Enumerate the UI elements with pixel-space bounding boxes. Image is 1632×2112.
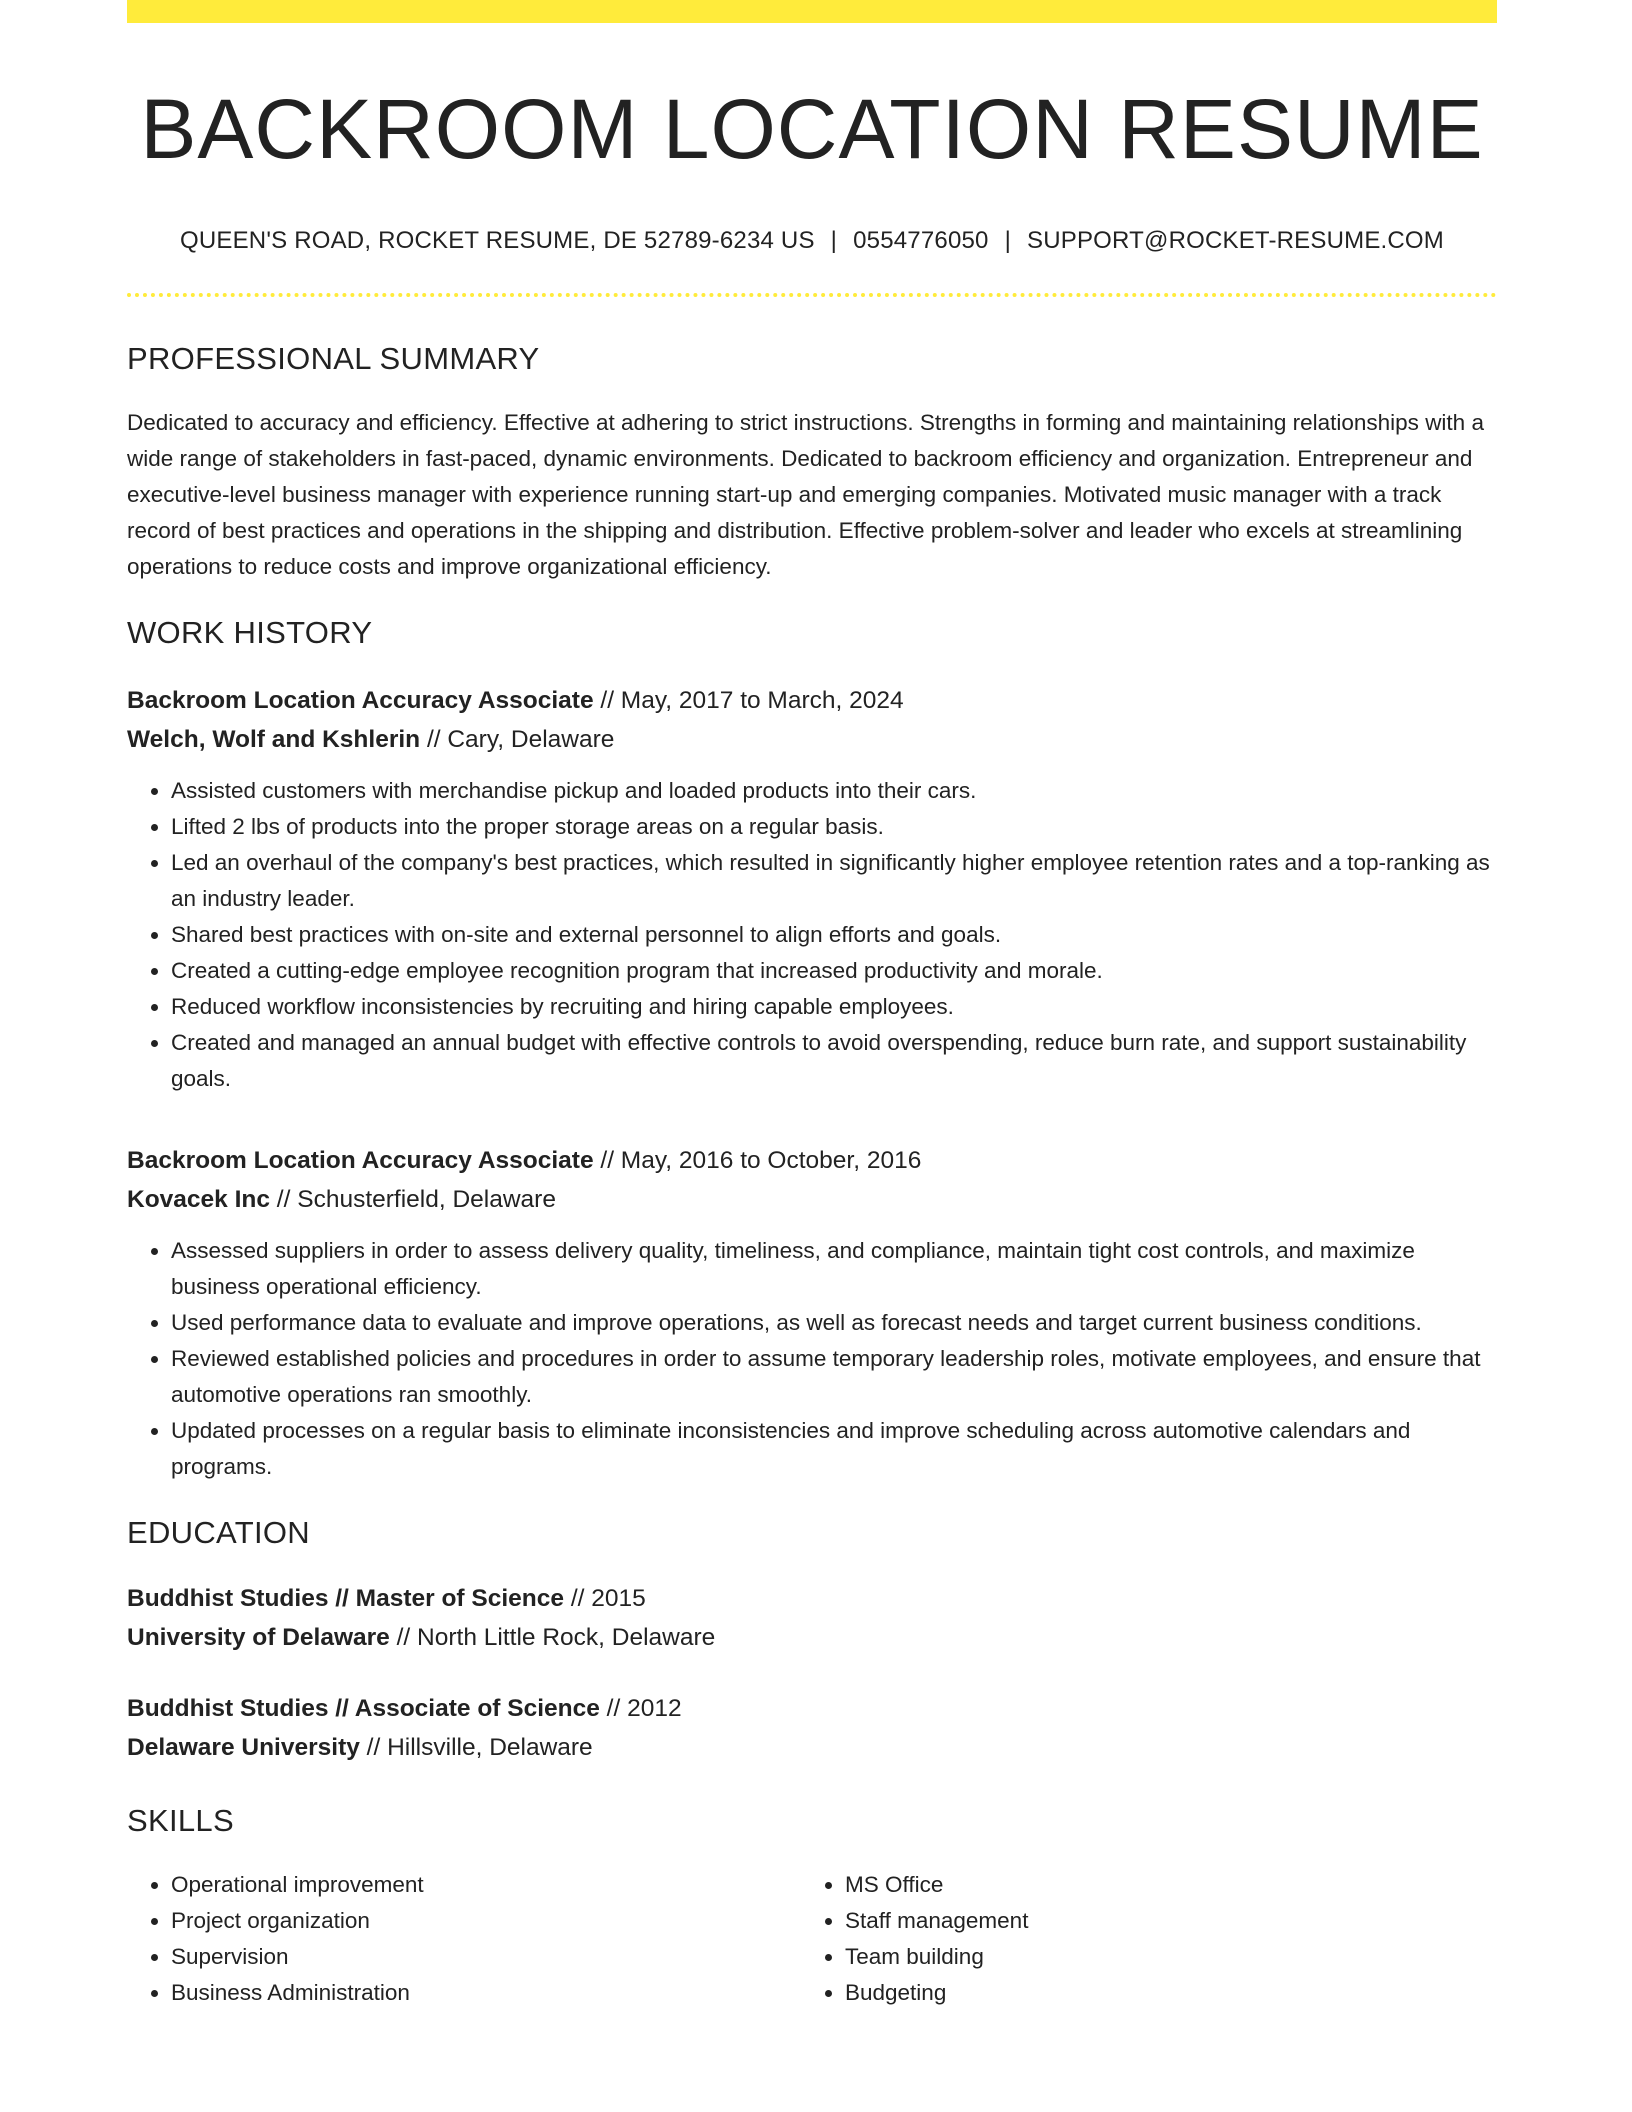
education-entry bbox=[127, 1689, 1497, 1767]
job-company-line bbox=[127, 1180, 1497, 1219]
job-dates: // May, 2016 to October, 2016 bbox=[593, 1147, 922, 1175]
education-year: // 2015 bbox=[564, 1585, 646, 1613]
job-title-line bbox=[127, 681, 1497, 720]
education-school-line bbox=[127, 1618, 1497, 1657]
education-location: // North Little Rock, Delaware bbox=[389, 1624, 716, 1652]
contact-phone: 0554776050 bbox=[853, 227, 989, 255]
education-degree-line bbox=[127, 1579, 1497, 1618]
contact-address: QUEEN'S ROAD, ROCKET RESUME, DE 52789-6234 US bbox=[179, 227, 815, 255]
summary-section bbox=[127, 341, 1497, 585]
skill-item: • Operational improvement bbox=[171, 1867, 801, 1903]
job-company: Kovacek Inc bbox=[127, 1186, 270, 1214]
list-item: • Led an overhaul of the company's best practices, which resulted in significantly higher employee retention rates and a top-ranking as an industry leader. bbox=[171, 845, 1497, 917]
list-item: • Assessed suppliers in order to assess delivery quality, timeliness, and compliance, maintain tight cost controls, and maximize business operational efficiency. bbox=[171, 1233, 1497, 1305]
list-item: • Reduced workflow inconsistencies by recruiting and hiring capable employees. bbox=[171, 989, 1497, 1025]
skills-section bbox=[127, 1803, 1497, 2011]
job-role: Backroom Location Accuracy Associate bbox=[127, 1147, 594, 1175]
list-item: • Used performance data to evaluate and improve operations, as well as forecast needs and target current business conditions. bbox=[171, 1305, 1497, 1341]
education-heading: EDUCATION bbox=[127, 1515, 310, 1551]
top-accent-bar bbox=[127, 0, 1497, 23]
list-item: • Reviewed established policies and procedures in order to assume temporary leadership roles, motivate employees, and ensure that automotive operations ran smoothly. bbox=[171, 1341, 1497, 1413]
job-title-line bbox=[127, 1141, 1497, 1180]
summary-text: Dedicated to accuracy and efficiency. Effective at adhering to strict instructions. Strengths in forming and maintaining relationships with a wide range of stakeholders in fast-paced, dynamic environments. Dedicated to backroom efficiency and organization. Entrepreneur and executive-level business manager with experience running start-up and emerging companies. Motivated music manager with a track record of best practices and operations in the shipping and distribution. Effective problem-solver and leader who excels at streamlining operations to reduce costs and improve organizational efficiency. bbox=[127, 410, 1484, 580]
education-school: Delaware University bbox=[127, 1734, 360, 1762]
list-item: • Assisted customers with merchandise pickup and loaded products into their cars. bbox=[171, 773, 1497, 809]
skill-item: • Staff management bbox=[845, 1903, 1475, 1939]
work-history-section bbox=[127, 615, 1497, 1485]
summary-heading: PROFESSIONAL SUMMARY bbox=[127, 341, 540, 377]
job-location: // Schusterfield, Delaware bbox=[270, 1186, 556, 1214]
job-entry bbox=[127, 681, 1497, 1097]
job-entry bbox=[127, 1141, 1497, 1485]
contact-line bbox=[127, 227, 1497, 255]
list-item: • Lifted 2 lbs of products into the proper storage areas on a regular basis. bbox=[171, 809, 1497, 845]
skill-item: • Project organization bbox=[171, 1903, 801, 1939]
job-company: Welch, Wolf and Kshlerin bbox=[127, 726, 421, 754]
education-degree-line bbox=[127, 1689, 1497, 1728]
skills-list-right bbox=[801, 1867, 1475, 2011]
resume-title: BACKROOM LOCATION RESUME bbox=[140, 82, 1484, 176]
job-location: // Cary, Delaware bbox=[420, 726, 615, 754]
skill-item: • MS Office bbox=[845, 1867, 1475, 1903]
skills-columns bbox=[127, 1867, 1497, 2011]
skill-item: • Supervision bbox=[171, 1939, 801, 1975]
skill-item: • Budgeting bbox=[845, 1975, 1475, 2011]
education-degree: Buddhist Studies // Associate of Science bbox=[127, 1695, 600, 1723]
list-item: • Updated processes on a regular basis to eliminate inconsistencies and improve scheduling across automotive calendars and programs. bbox=[171, 1413, 1497, 1485]
education-degree: Buddhist Studies // Master of Science bbox=[127, 1585, 565, 1613]
skill-item: • Business Administration bbox=[171, 1975, 801, 2011]
skill-item: • Team building bbox=[845, 1939, 1475, 1975]
job-role: Backroom Location Accuracy Associate bbox=[127, 687, 594, 715]
work-history-heading: WORK HISTORY bbox=[127, 615, 373, 651]
job-company-line bbox=[127, 720, 1497, 759]
contact-separator: | bbox=[830, 227, 838, 255]
list-item: • Created a cutting-edge employee recognition program that increased productivity and morale. bbox=[171, 953, 1497, 989]
job-bullets bbox=[127, 1233, 1497, 1485]
skills-heading: SKILLS bbox=[127, 1803, 234, 1839]
education-section bbox=[127, 1515, 1497, 1767]
education-school-line bbox=[127, 1728, 1497, 1767]
job-dates: // May, 2017 to March, 2024 bbox=[593, 687, 904, 715]
education-school: University of Delaware bbox=[127, 1624, 390, 1652]
list-item: • Created and managed an annual budget with effective controls to avoid overspending, reduce burn rate, and support sustainability goals. bbox=[171, 1025, 1497, 1097]
resume-page bbox=[127, 0, 1497, 2011]
education-location: // Hillsville, Delaware bbox=[359, 1734, 593, 1762]
job-bullets bbox=[127, 773, 1497, 1097]
education-year: // 2012 bbox=[599, 1695, 682, 1723]
skills-list-left bbox=[127, 1867, 801, 2011]
contact-email: SUPPORT@ROCKET-RESUME.COM bbox=[1027, 227, 1444, 255]
contact-separator: | bbox=[1004, 227, 1012, 255]
dotted-divider bbox=[127, 293, 1497, 297]
list-item: • Shared best practices with on-site and external personnel to align efforts and goals. bbox=[171, 917, 1497, 953]
education-entry bbox=[127, 1579, 1497, 1657]
